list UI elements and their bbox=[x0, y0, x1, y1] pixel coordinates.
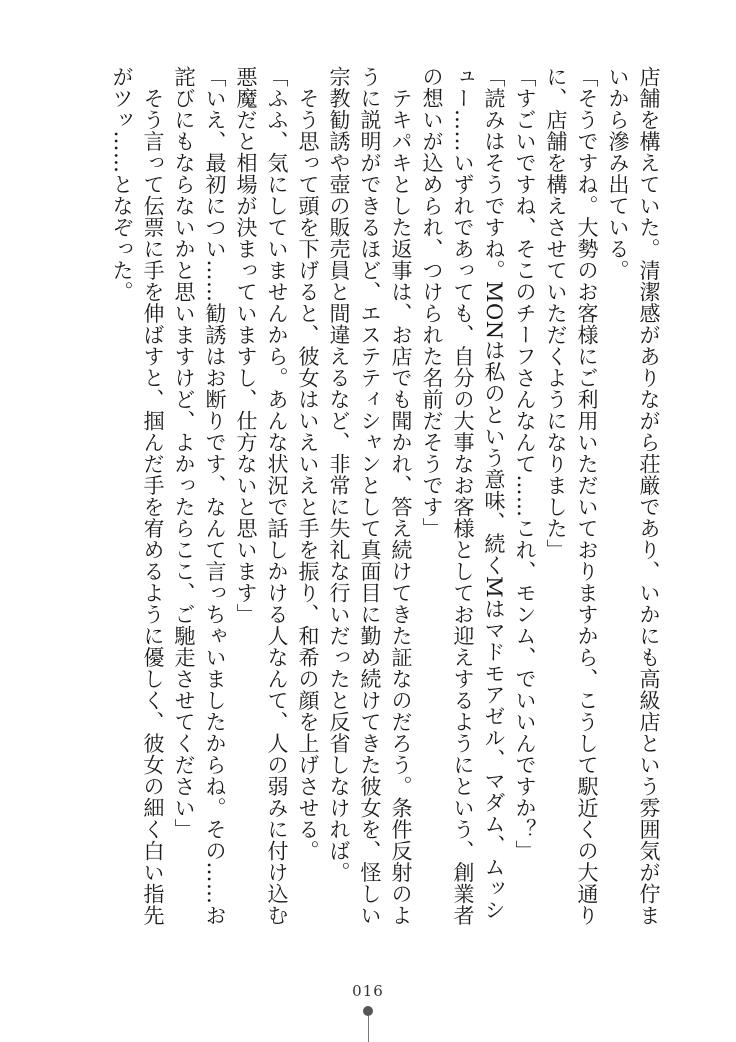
text-line: テキパキとした返事は、お店でも聞かれ、答え続けてきた証なのだろう。条件反射のよ bbox=[389, 66, 413, 926]
body-text bbox=[64, 66, 664, 966]
text-line: 「そうですね。大勢のお客様にご利用いただいておりますから、こうして駅近くの大通り bbox=[575, 66, 599, 926]
text-line: 「ふふ、気にしていませんから。あんな状況で話しかける人なんて、人の弱みに付け込む bbox=[265, 66, 289, 926]
text-line: そう言って伝票に手を伸ばすと、掴んだ手を宥めるように優しく、彼女の細く白い指先 bbox=[141, 66, 165, 926]
folio-stem bbox=[368, 1016, 369, 1042]
text-line: 「すごいですね、そこのチーフさんなんて……これ、モンム、でいいんですか？」 bbox=[513, 66, 537, 862]
text-line: 「読みはそうですね。MONは私のという意味、続くMはマドモアゼル、マダム、ムッシ bbox=[482, 66, 506, 921]
text-line: に、店舗を構えさせていただくようになりました」 bbox=[544, 66, 568, 561]
text-line: いから滲み出ている。 bbox=[606, 66, 630, 281]
text-line: ュー……いずれであっても、自分の大事なお客様としてお迎えするようにという、創業者 bbox=[451, 66, 475, 926]
text-line: がツッ……となぞった。 bbox=[110, 66, 134, 303]
text-line: 悪魔だと相場が決まっていますし、仕方ないと思います」 bbox=[234, 66, 258, 625]
text-line: の想いが込められ、つけられた名前だそうです」 bbox=[420, 66, 444, 539]
text-line: そう思って頭を下げると、彼女はいえいえと手を振り、和希の顔を上げさせる。 bbox=[296, 66, 320, 862]
page-number: 016 bbox=[352, 982, 384, 1000]
text-line: 店舗を構えていた。清潔感がありながら荘厳であり、いかにも高級店という雰囲気が佇ま bbox=[637, 66, 661, 926]
text-line: うに説明ができるほど、エステティシャンとして真面目に勤め続けてきた彼女を、怪しい bbox=[358, 66, 382, 926]
text-line: 詫びにもならないかと思いますけど、よかったらここ、ご馳走させてください」 bbox=[172, 66, 196, 840]
text-line: 宗教勧誘や壺の販売員と間違えるなど、非常に失礼な行いだったと反省しなければ。 bbox=[327, 66, 351, 883]
text-line: 「いえ、最初につい……勧誘はお断りです、なんて言っちゃいましたからね。その……お bbox=[203, 66, 227, 926]
folio-dot-icon bbox=[363, 1006, 373, 1016]
